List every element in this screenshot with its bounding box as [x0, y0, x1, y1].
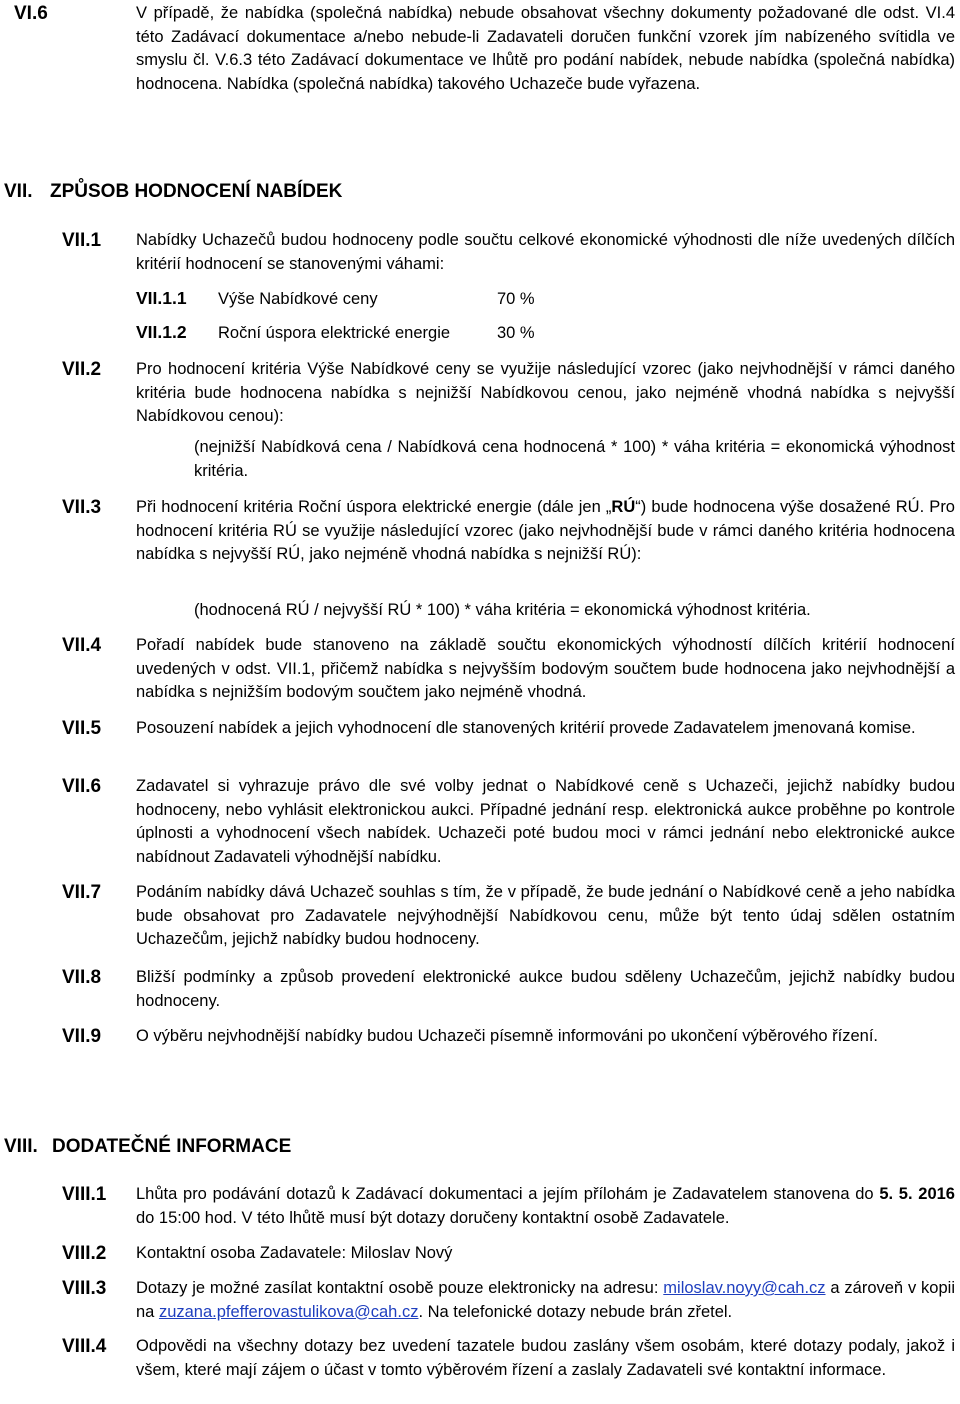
section-number: VII.1 [62, 230, 102, 251]
paragraph-vii5: Posouzení nabídek a jejich vyhodnocení dle stanovených kritérií provede Zadavatelem jmenovaná komise. [136, 719, 916, 737]
criterion-1 [136, 287, 187, 312]
paragraph-vii8: Bližší podmínky a způsob provedení elektronické aukce budou sděleny Uchazečům, jejichž nabídky budou hodnoceny. [136, 968, 955, 1010]
criterion-weight: 70 % [497, 290, 535, 308]
section-number: VI.6 [14, 3, 48, 24]
section-number: VIII.4 [62, 1336, 107, 1357]
section-number: VII.6 [62, 776, 102, 797]
text-run: a zároveň v kopii na [136, 1279, 955, 1321]
chapter-title: DODATEČNÉ INFORMACE [52, 1136, 292, 1157]
paragraph-vii3 [136, 496, 955, 567]
section-number: VII.9 [62, 1026, 102, 1047]
section-number: VII.8 [62, 967, 102, 988]
text-run: Dotazy je možné zasílat kontaktní osobě pouze elektronicky na adresu: [136, 1279, 664, 1297]
text-run: Lhůta pro podávání dotazů k Zadávací dokumentaci a jejím přílohám je Zadavatelem stanovena do [136, 1185, 880, 1203]
section-number: VIII.2 [62, 1243, 107, 1264]
paragraph-viii2: Kontaktní osoba Zadavatele: Miloslav Nový [136, 1244, 453, 1262]
criterion-number: VII.1.1 [136, 288, 187, 308]
paragraph-vii6: Zadavatel si vyhrazuje právo dle své volby jednat o Nabídkové ceně s Uchazeči, jejichž nabídky budou hodnoceny, nebo vyhlásit elektronickou aukci. Případné jednání resp. elektronická aukce proběhne po kontrole úplnosti a vyhodnocení všech nabídek. Uchazeči poté budou moci v rámci jednání nebo elektronické aukce nabídnout Zadavateli výhodnější nabídku. [136, 777, 955, 866]
deadline-date: 5. 5. 2016 [879, 1185, 955, 1203]
paragraph-vii9: O výběru nejvhodnější nabídky budou Uchazeči písemně informováni po ukončení výběrového řízení. [136, 1027, 879, 1045]
section-number: VII.5 [62, 718, 102, 739]
paragraph-viii3 [136, 1277, 955, 1324]
criterion-number: VII.1.2 [136, 322, 187, 342]
section-number: VIII.3 [62, 1278, 107, 1299]
criterion-weight: 30 % [497, 324, 535, 342]
criterion-2 [136, 321, 187, 346]
email-link-copy[interactable]: zuzana.pfefferovastulikova@cah.cz [158, 1302, 419, 1321]
paragraph-vi6: V případě, že nabídka (společná nabídka) nebude obsahovat všechny dokumenty požadované dle odst. VI.4 této Zadávací dokumentace a/nebo nebude-li Zadavateli doručen funkční vzorek jím nabízeného svítidla ve smyslu čl. V.6.3 této Zadávací dokumentace ve lhůtě pro podání nabídek, nebude nabídka (společná nabídka) hodnocena. Nabídka (společná nabídka) takového Uchazeče bude vyřazena. [136, 4, 955, 93]
chapter-number: VIII. [4, 1136, 38, 1157]
section-number: VII.4 [62, 635, 102, 656]
formula: (nejnižší Nabídková cena / Nabídková cena hodnocená * 100) * váha kritéria = ekonomická výhodnost kritéria. [194, 438, 955, 480]
abbreviation: RÚ [611, 498, 636, 516]
paragraph-vii4: Pořadí nabídek bude stanoveno na základě součtu ekonomických výhodností dílčích kritérií hodnocení uvedených v odst. VII.1, přičemž nabídka s nejvyšším bodovým součtem bude hodnocena jako nejvhodnější a nabídka s nejnižším bodovým součtem jako nejméně vhodná. [136, 636, 955, 701]
text-run: Při hodnocení kritéria Roční úspora elektrické energie (dále jen „ [136, 498, 612, 516]
chapter-number: VII. [4, 181, 33, 202]
paragraph-vii2: Pro hodnocení kritéria Výše Nabídkové ceny se využije následující vzorec (jako nejvhodnější v rámci daného kritéria bude hodnocena nabídka s nejnižší Nabídkovou cenou, jako nejméně vhodná nabídka s nejvyšší Nabídkovou cenou): [136, 360, 955, 425]
formula: (hodnocená RÚ / nejvyšší RÚ * 100) * váha kritéria = ekonomická výhodnost kritéria. [194, 601, 811, 619]
section-number: VII.3 [62, 497, 102, 518]
email-link-contact[interactable]: miloslav.noyy@cah.cz [663, 1279, 826, 1297]
paragraph-vii7: Podáním nabídky dává Uchazeč souhlas s tím, že v případě, že bude jednání o Nabídkové ceně a jeho nabídka bude obsahovat pro Zadavatele nejvýhodnější Nabídkovou cenu, může být tento údaj sdělen ostatním Uchazečům, jejichž nabídky budou hodnoceny. [136, 883, 955, 948]
chapter-title: ZPŮSOB HODNOCENÍ NABÍDEK [50, 181, 343, 202]
text-run: . Na telefonické dotazy nebude brán zřetel. [418, 1302, 733, 1321]
paragraph-vii1: Nabídky Uchazečů budou hodnoceny podle součtu celkové ekonomické výhodnosti dle níže uvedených dílčích kritérií hodnocení se stanovenými váhami: [136, 231, 955, 273]
text-run: do 15:00 hod. V této lhůtě musí být dotazy doručeny kontaktní osobě Zadavatele. [136, 1208, 730, 1227]
paragraph-viii1 [136, 1183, 955, 1230]
section-number: VII.2 [62, 359, 102, 380]
criterion-label: Roční úspora elektrické energie [218, 324, 451, 342]
text-run: “) bude hodnocena výše dosažené RÚ. Pro hodnocení kritéria RÚ se využije následující vzorec (jako nejvhodnější bude v rámci daného kritéria hodnocena nabídka s nejvyšší RÚ, jako nejméně vhodná nabídka s nejnižší RÚ): [136, 498, 955, 563]
section-number: VII.7 [62, 882, 102, 903]
section-number: VIII.1 [62, 1184, 107, 1205]
criterion-label: Výše Nabídkové ceny [218, 290, 378, 308]
paragraph-viii4: Odpovědi na všechny dotazy bez uvedení tazatele budou zaslány všem osobám, které dotazy podaly, jakož i všem, které mají zájem o účast v tomto výběrovém řízení a zaslaly Zadavateli své kontaktní informace. [136, 1337, 955, 1379]
